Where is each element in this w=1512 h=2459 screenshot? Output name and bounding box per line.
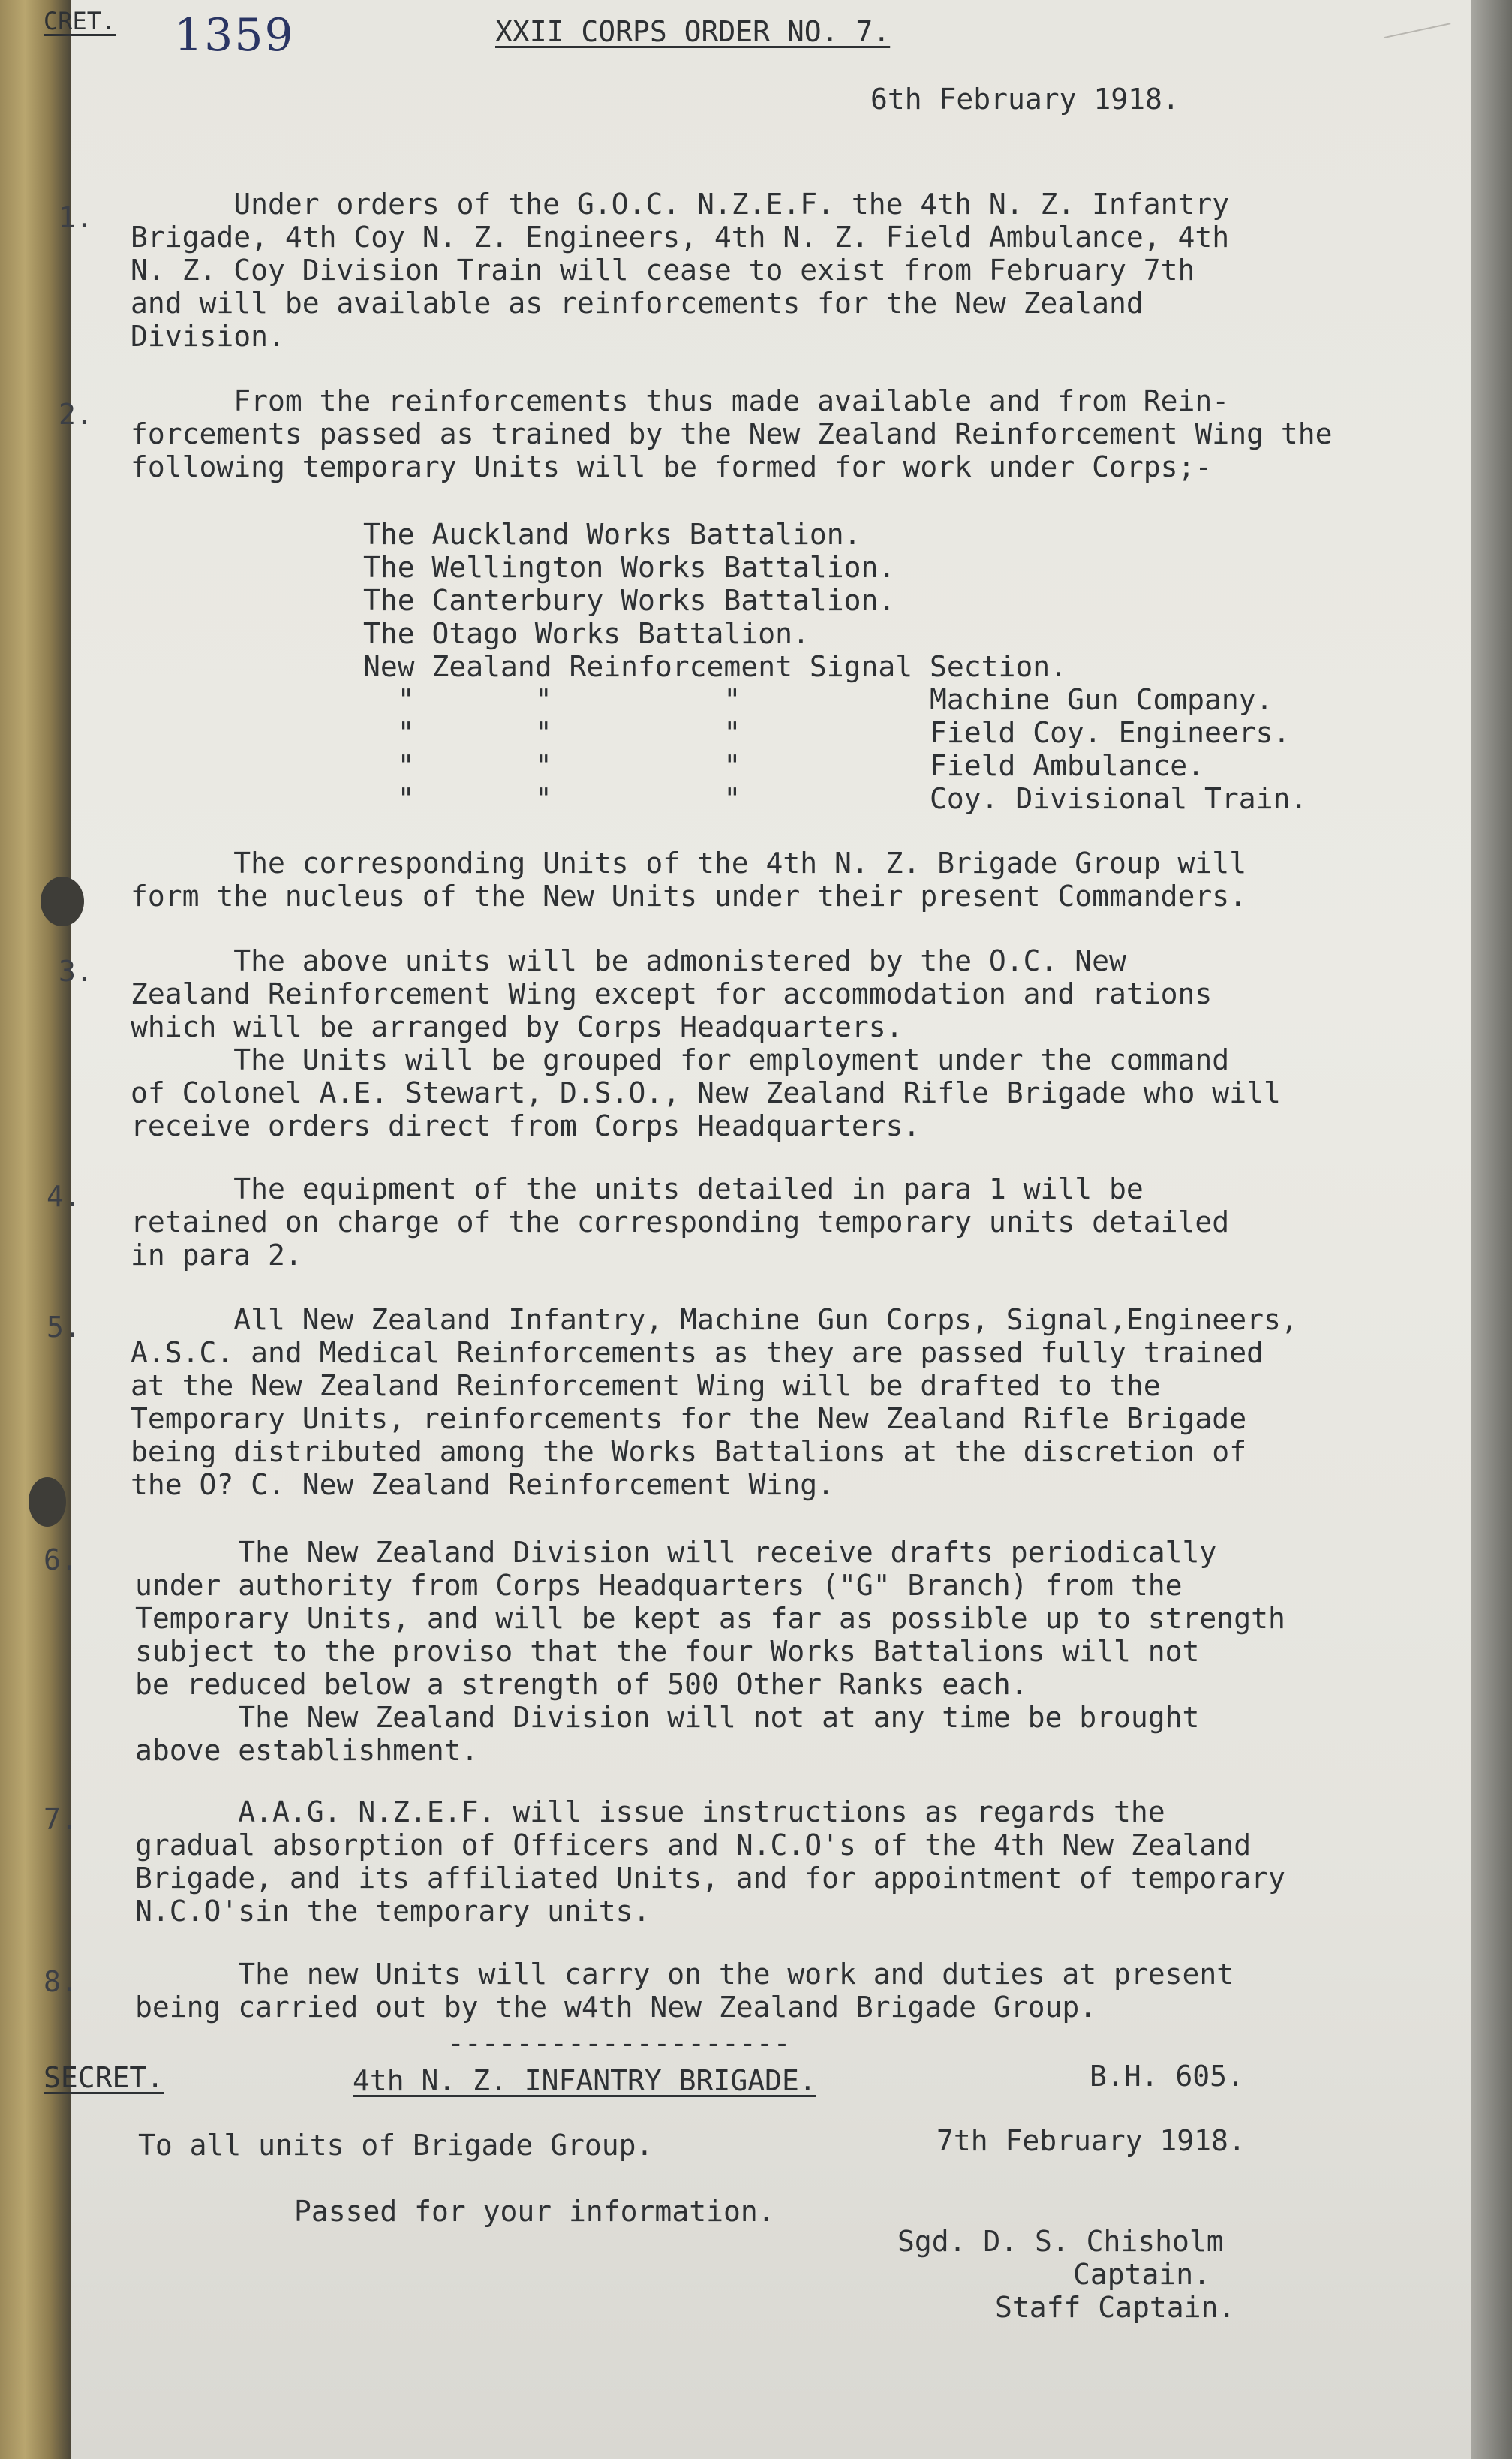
endorsement-secret-label: SECRET. bbox=[44, 2061, 164, 2094]
para-3-line: receive orders direct from Corps Headquarters. bbox=[131, 1109, 921, 1142]
para-7-line: A.A.G. N.Z.E.F. will issue instructions as regards the bbox=[135, 1795, 1165, 1828]
para-6-line: subject to the proviso that the four Works Battalions will not bbox=[135, 1635, 1200, 1668]
para-5-number: 5. bbox=[47, 1311, 81, 1344]
para-5-line: A.S.C. and Medical Reinforcements as they are passed fully trained bbox=[131, 1336, 1264, 1369]
para-5-line: the O? C. New Zealand Reinforcement Wing. bbox=[131, 1468, 834, 1501]
para-3-line: The above units will be admonistered by the O.C. New bbox=[131, 944, 1126, 977]
para-3-line: The Units will be grouped for employment under the command bbox=[131, 1043, 1230, 1076]
para-7-line: gradual absorption of Officers and N.C.O's of the 4th New Zealand bbox=[135, 1828, 1252, 1862]
para-3-line: Zealand Reinforcement Wing except for accommodation and rations bbox=[131, 977, 1213, 1010]
unit-list-item: " " " Field Coy. Engineers. bbox=[363, 716, 1291, 749]
dashed-separator: -------------------- bbox=[447, 2027, 791, 2060]
unit-list-item: The Auckland Works Battalion. bbox=[363, 518, 861, 551]
punch-hole-icon bbox=[41, 877, 84, 926]
para-7-number: 7. bbox=[44, 1803, 78, 1836]
nucleus-line: form the nucleus of the New Units under their present Commanders. bbox=[131, 880, 1247, 913]
signature-name: Sgd. D. S. Chisholm bbox=[897, 2225, 1224, 2258]
unit-list-item: " " " Coy. Divisional Train. bbox=[363, 782, 1308, 815]
endorsement-recipients: To all units of Brigade Group. bbox=[138, 2129, 654, 2162]
nucleus-line: The corresponding Units of the 4th N. Z. Brigade Group will bbox=[131, 847, 1247, 880]
signature-rank: Captain. bbox=[1073, 2258, 1211, 2291]
para-6-line: under authority from Corps Headquarters ("G" Branch) from the bbox=[135, 1569, 1183, 1602]
para-7-line: N.C.O'sin the temporary units. bbox=[135, 1895, 651, 1928]
para-6-line: Temporary Units, and will be kept as far as possible up to strength bbox=[135, 1602, 1285, 1635]
endorsement-brigade: 4th N. Z. INFANTRY BRIGADE. bbox=[353, 2064, 816, 2097]
para-2-line: forcements passed as trained by the New Zealand Reinforcement Wing the bbox=[131, 417, 1333, 450]
para-5-line: Temporary Units, reinforcements for the New Zealand Rifle Brigade bbox=[131, 1402, 1247, 1435]
page-edge-shadow bbox=[1471, 0, 1512, 2459]
para-5-line: being distributed among the Works Battalions at the discretion of bbox=[131, 1435, 1247, 1468]
unit-list-item: The Wellington Works Battalion. bbox=[363, 551, 896, 584]
para-1-line: N. Z. Coy Division Train will cease to exist from February 7th bbox=[131, 254, 1195, 287]
punch-hole-icon bbox=[29, 1477, 66, 1527]
unit-list-item: The Canterbury Works Battalion. bbox=[363, 584, 896, 617]
para-1-line: Division. bbox=[131, 320, 285, 353]
endorsement-passed-note: Passed for your information. bbox=[294, 2195, 775, 2228]
endorsement-reference: B.H. 605. bbox=[1090, 2060, 1244, 2093]
para-1-number: 1. bbox=[59, 201, 93, 234]
signature-role: Staff Captain. bbox=[995, 2291, 1236, 2324]
para-6-number: 6. bbox=[44, 1543, 78, 1576]
corner-secret-label: CRET. bbox=[44, 7, 116, 35]
para-5-line: at the New Zealand Reinforcement Wing will be drafted to the bbox=[131, 1369, 1161, 1402]
para-8-number: 8. bbox=[44, 1965, 78, 1998]
stamp-number: 1359 bbox=[174, 9, 295, 62]
para-6-line: The New Zealand Division will receive drafts periodically bbox=[135, 1536, 1217, 1569]
para-4-line: The equipment of the units detailed in para 1 will be bbox=[131, 1172, 1144, 1205]
para-2-number: 2. bbox=[59, 398, 93, 431]
para-8-line: being carried out by the w4th New Zealand Brigade Group. bbox=[135, 1991, 1097, 2024]
para-8-line: The new Units will carry on the work and duties at present bbox=[135, 1958, 1234, 1991]
para-3-line: of Colonel A.E. Stewart, D.S.O., New Zealand Rifle Brigade who will bbox=[131, 1076, 1281, 1109]
para-4-line: retained on charge of the corresponding temporary units detailed bbox=[131, 1205, 1230, 1239]
para-6-line: above establishment. bbox=[135, 1734, 479, 1767]
para-3-line: which will be arranged by Corps Headquarters. bbox=[131, 1010, 903, 1043]
order-date: 6th February 1918. bbox=[870, 83, 1180, 116]
para-4-number: 4. bbox=[47, 1180, 81, 1213]
unit-list-item: The Otago Works Battalion. bbox=[363, 617, 810, 650]
order-title: XXII CORPS ORDER NO. 7. bbox=[495, 15, 891, 48]
para-4-line: in para 2. bbox=[131, 1239, 302, 1272]
para-1-line: and will be available as reinforcements for the New Zealand bbox=[131, 287, 1144, 320]
para-6-line: be reduced below a strength of 500 Other Ranks each. bbox=[135, 1668, 1028, 1701]
unit-list-item: New Zealand Reinforcement Signal Section. bbox=[363, 650, 1067, 683]
para-3-number: 3. bbox=[59, 955, 93, 988]
para-1-line: Under orders of the G.O.C. N.Z.E.F. the 4th N. Z. Infantry bbox=[131, 188, 1230, 221]
para-7-line: Brigade, and its affiliated Units, and for appointment of temporary bbox=[135, 1862, 1285, 1895]
para-2-line: following temporary Units will be formed for work under Corps;- bbox=[131, 450, 1213, 483]
endorsement-date: 7th February 1918. bbox=[936, 2124, 1246, 2157]
para-1-line: Brigade, 4th Coy N. Z. Engineers, 4th N. Z. Field Ambulance, 4th bbox=[131, 221, 1230, 254]
para-2-line: From the reinforcements thus made available and from Rein- bbox=[131, 384, 1230, 417]
para-5-line: All New Zealand Infantry, Machine Gun Corps, Signal,Engineers, bbox=[131, 1303, 1298, 1336]
unit-list-item: " " " Machine Gun Company. bbox=[363, 683, 1273, 716]
para-6-line: The New Zealand Division will not at any time be brought bbox=[135, 1701, 1200, 1734]
unit-list-item: " " " Field Ambulance. bbox=[363, 749, 1205, 782]
